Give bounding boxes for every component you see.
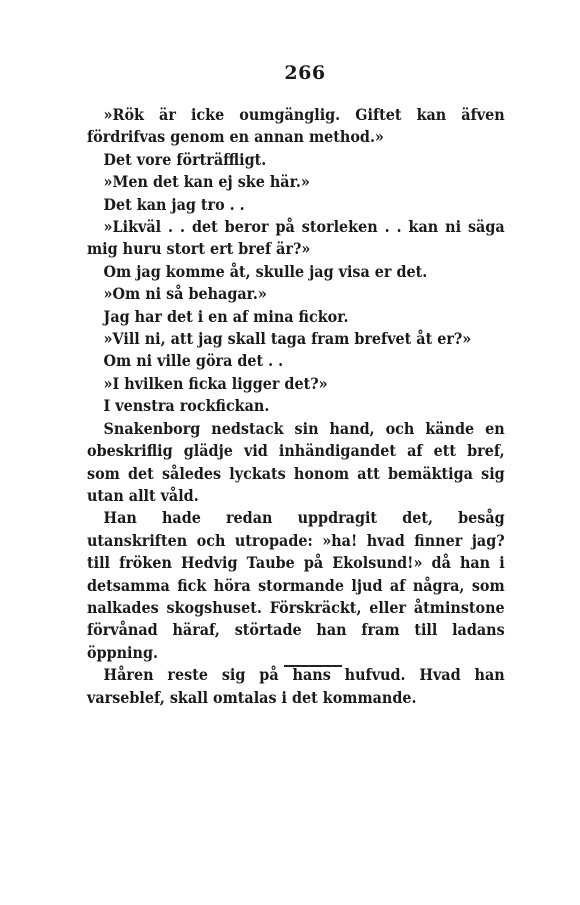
paragraph: I venstra rockfickan. — [103, 396, 270, 416]
paragraph: Det kan jag tro . . — [103, 194, 245, 214]
paragraph: Snakenborg nedstack sin hand, och kände en obeskriflig glädje vid inhändigandet af ett bref, som det således lyckats honom att bemäktiga sig utan allt våld. — [87, 418, 505, 505]
paragraph: Han hade redan uppdragit det, besåg utanskriften och utropade: »ha! hvad finner jag? till fröken Hedvig Taube på Ekolsund!» då han i detsamma fick höra stormande ljud af några, som nalkades skogshuset. Förskräckt, eller åtminstone förvånad häraf, störtade han fram till ladans öppning. — [87, 508, 505, 662]
paragraph: »Om ni så behagar.» — [103, 284, 267, 304]
text-body — [87, 104, 505, 709]
paragraph: Jag har det i en af mina fickor. — [103, 306, 349, 326]
paragraph: »Likväl . . det beror på storleken . . kan ni säga mig huru stort ert bref är?» — [87, 217, 505, 259]
paragraph: Om jag komme åt, skulle jag visa er det. — [103, 261, 428, 281]
paragraph: »Vill ni, att jag skall taga fram brefvet åt er?» — [103, 329, 472, 349]
paragraph: Håren reste sig på hans hufvud. Hvad han varseblef, skall omtalas i det kommande. — [87, 665, 505, 707]
paragraph: Om ni ville göra det . . — [103, 351, 284, 371]
paragraph: Det vore förträffligt. — [103, 149, 267, 169]
end-rule — [284, 665, 342, 667]
paragraph: »I hvilken ficka ligger det?» — [103, 373, 328, 393]
page-number: 266 — [284, 62, 326, 84]
paragraph: »Rök är icke oumgänglig. Giftet kan äfven fördrifvas genom en annan method.» — [87, 105, 505, 147]
paragraph: »Men det kan ej ske här.» — [103, 172, 310, 192]
